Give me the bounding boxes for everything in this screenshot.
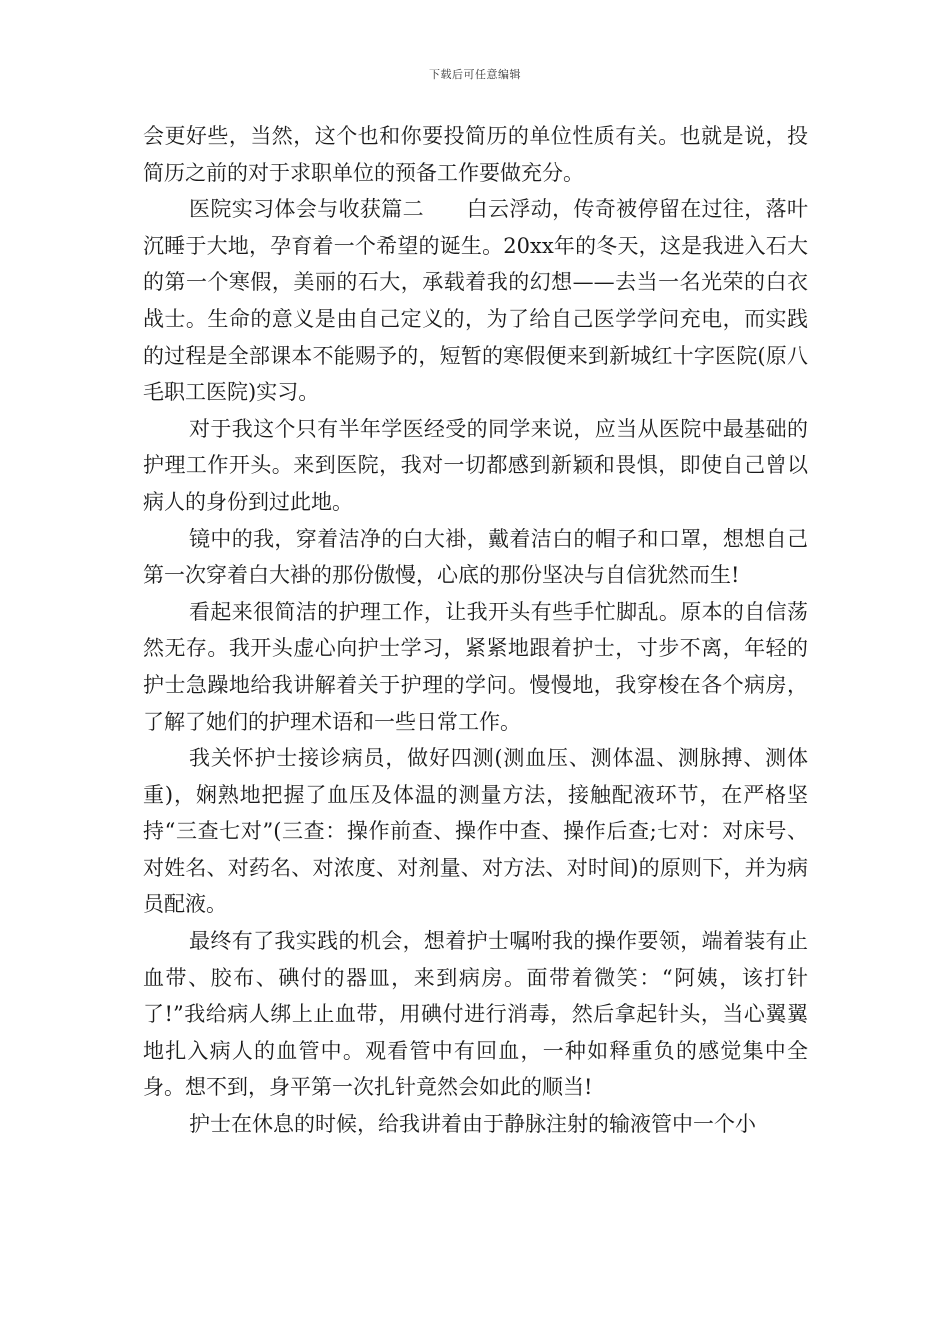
paragraph: 医院实习体会与收获篇二 白云浮动，传奇被停留在过往，落叶沉睡于大地，孕育着一个希望的诞生。20xx年的冬天，这是我进入石大的第一个寒假，美丽的石大，承载着我的幻想——去当一名光荣的白衣战士。生命的意义是由自己定义的，为了给自己医学学问充电，而实践的过程是全部课本不能赐予的，短暂的寒假便来到新城红十字医院(原八毛职工医院)实习。 <box>143 197 808 405</box>
page-header: 下载后可任意编辑 <box>429 68 521 81</box>
paragraph: 我关怀护士接诊病员，做好四测(测血压、测体温、测脉搏、测体重)，娴熟地把握了血压及体温的测量方法，接触配液环节，在严格坚持“三查七对”(三查：操作前查、操作中查、操作后查;七对：对床号、对姓名、对药名、对浓度、对剂量、对方法、对时间)的原则下，并为病员配液。 <box>143 746 808 917</box>
paragraph: 镜中的我，穿着洁净的白大褂，戴着洁白的帽子和口罩，想想自己第一次穿着白大褂的那份傲慢，心底的那份坚决与自信犹然而生! <box>143 526 808 588</box>
paragraph: 最终有了我实践的机会，想着护士嘱咐我的操作要领，端着装有止血带、胶布、碘付的器皿，来到病房。面带着微笑：“阿姨，该打针了!”我给病人绑上止血带，用碘付进行消毒，然后拿起针头，当心翼翼地扎入病人的血管中。观看管中有回血，一种如释重负的感觉集中全身。想不到，身平第一次扎针竟然会如此的顺当! <box>143 929 808 1100</box>
paragraph: 会更好些，当然，这个也和你要投简历的单位性质有关。也就是说，投简历之前的对于求职单位的预备工作要做充分。 <box>143 124 808 185</box>
paragraph: 对于我这个只有半年学医经受的同学来说，应当从医院中最基础的护理工作开头。来到医院，我对一切都感到新颖和畏惧，即使自己曾以病人的身份到过此地。 <box>143 416 808 514</box>
paragraph: 看起来很简洁的护理工作，让我开头有些手忙脚乱。原本的自信荡然无存。我开头虚心向护士学习，紧紧地跟着护士，寸步不离，年轻的护士急躁地给我讲解着关于护理的学问。慢慢地，我穿梭在各个病房，了解了她们的护理术语和一些日常工作。 <box>143 599 808 734</box>
document-body <box>143 118 808 1143</box>
paragraph: 护士在休息的时候，给我讲着由于静脉注射的输液管中一个小 <box>189 1112 756 1137</box>
